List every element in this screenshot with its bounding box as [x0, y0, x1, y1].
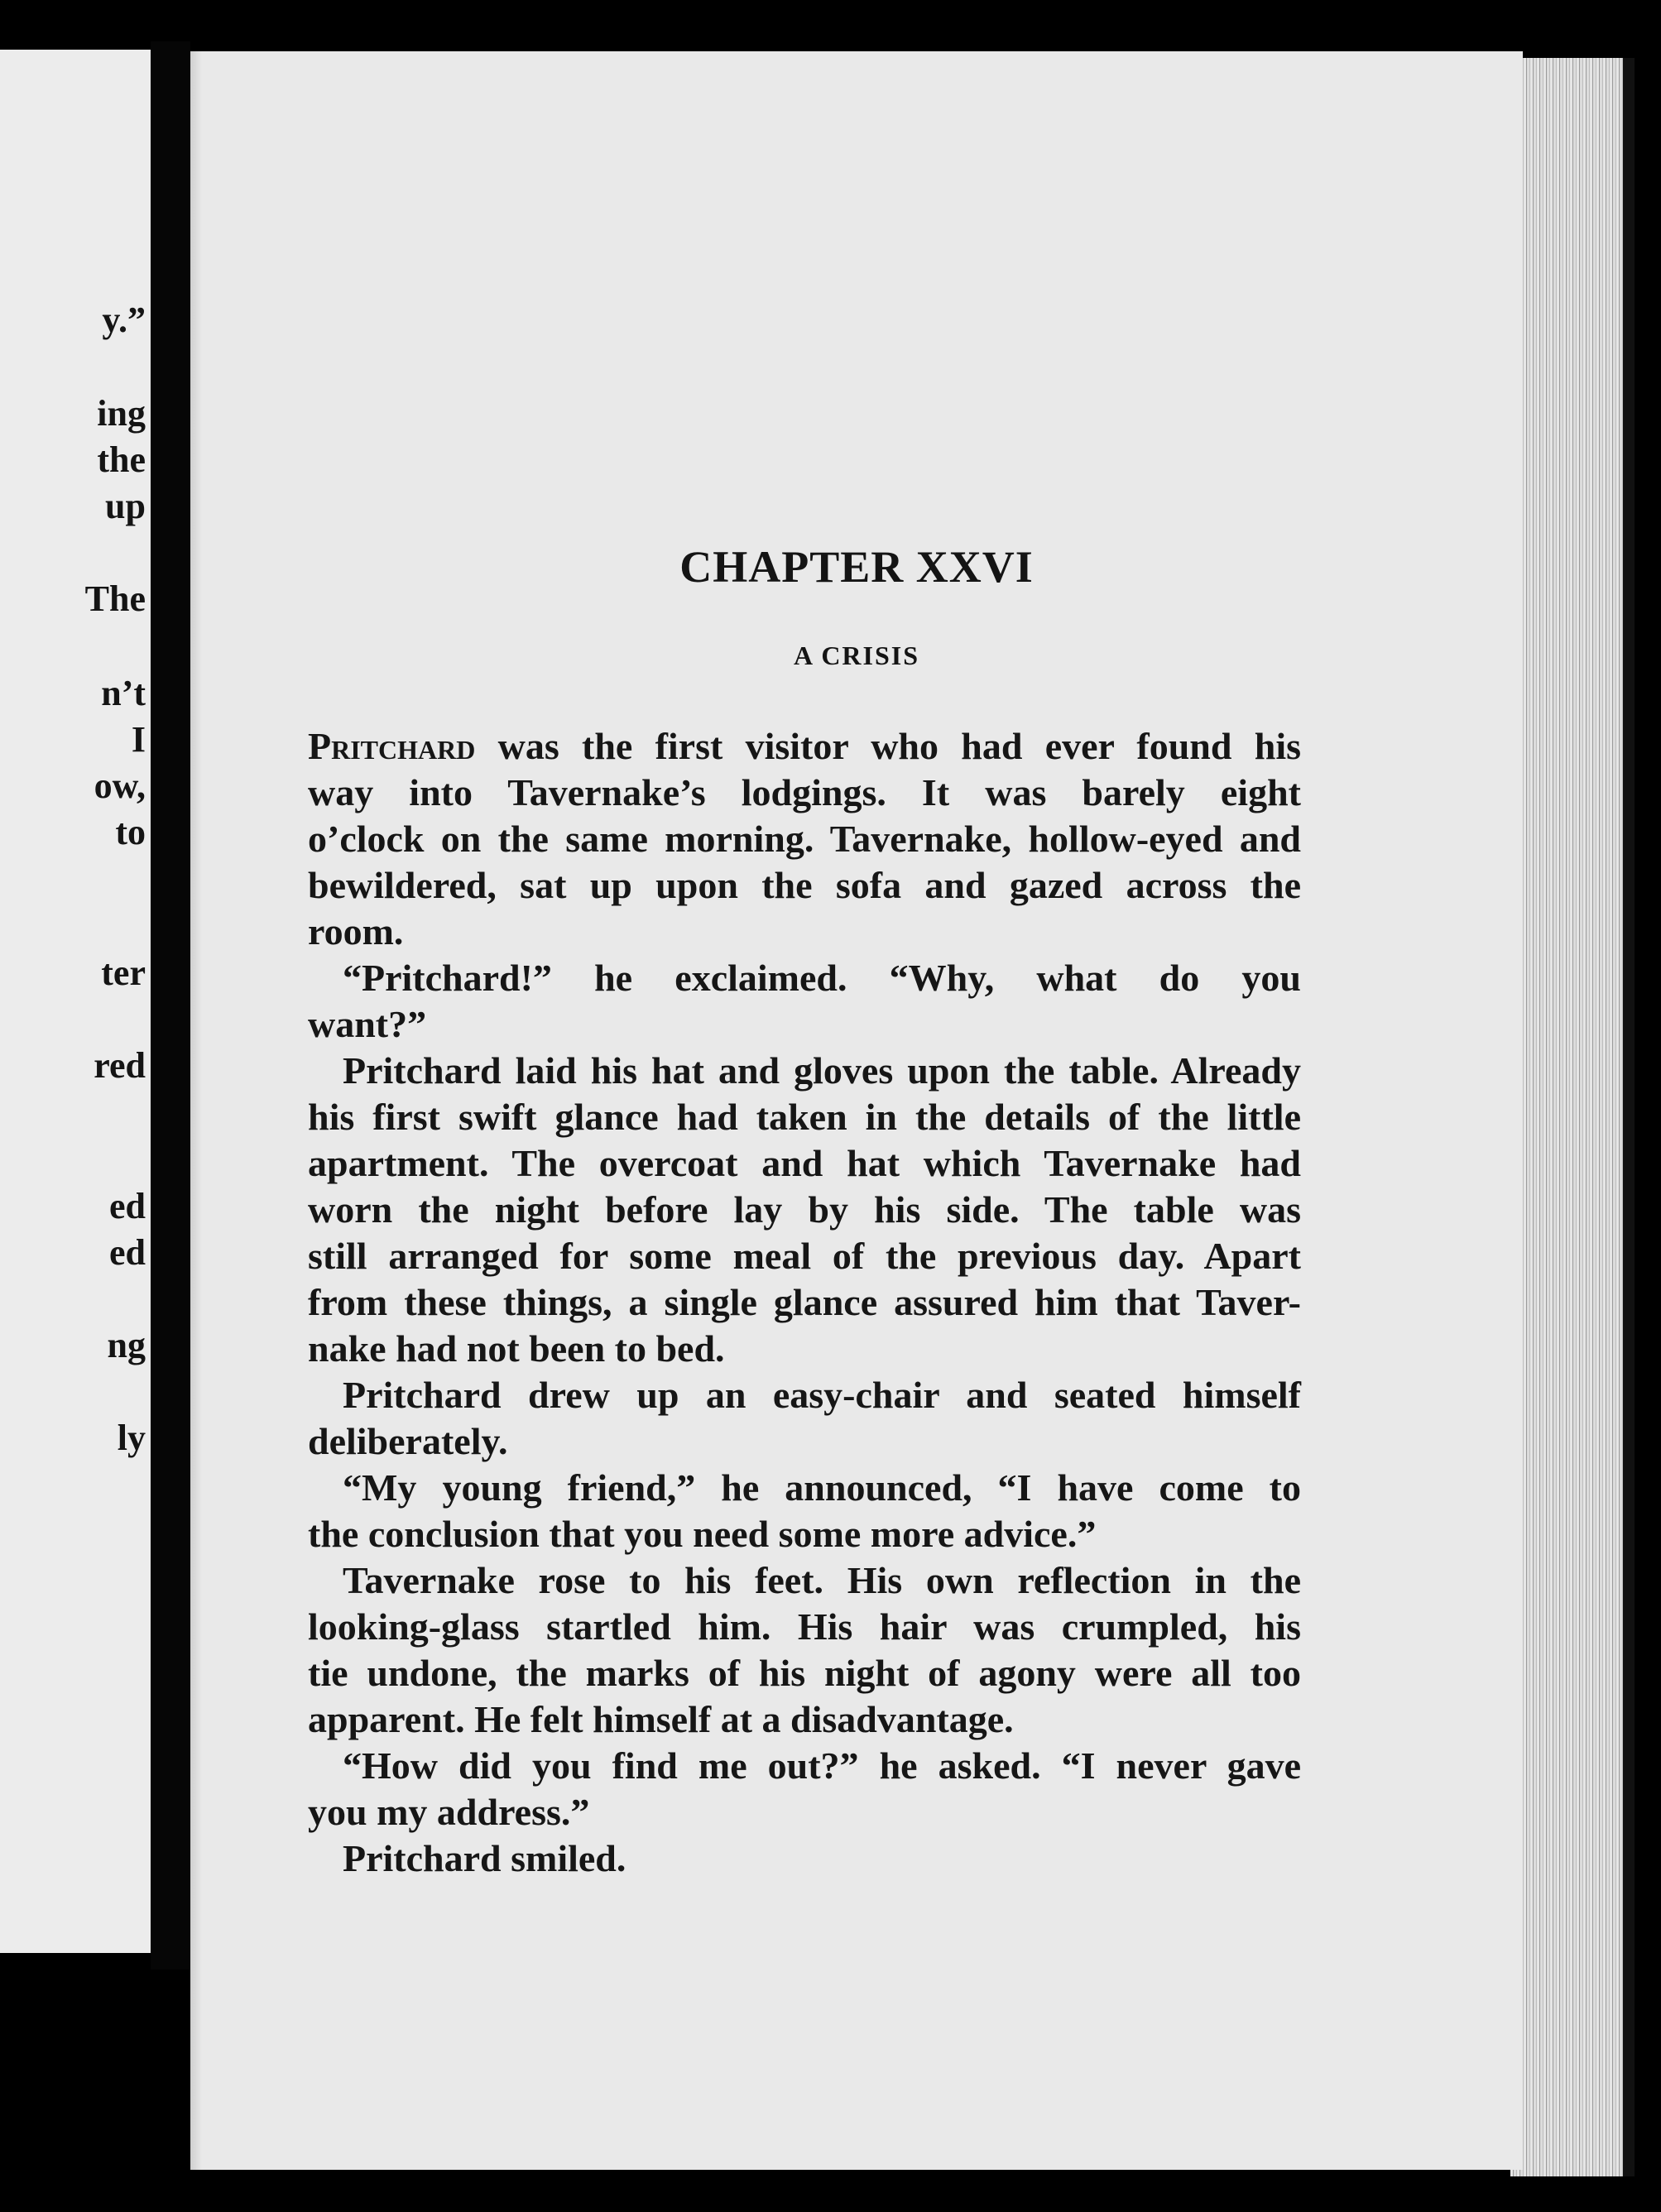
left-page-fragment: ed [109, 1186, 146, 1226]
text-line [308, 816, 1301, 862]
line-text: Tavernake rose to his feet. His own reflection in the [343, 1559, 1301, 1601]
line-text: want?” [308, 1003, 427, 1045]
text-line [308, 909, 1301, 955]
text-line [308, 1094, 1301, 1140]
left-page-fragment: ow, [94, 765, 146, 806]
text-line [308, 1418, 1301, 1465]
book-page [190, 51, 1523, 2170]
line-text: Pritchard drew up an easy-chair and seated himself [343, 1374, 1301, 1416]
text-line [308, 1048, 1301, 1094]
text-line [308, 1743, 1301, 1789]
line-text: way into Tavernake’s lodgings. It was barely eight [308, 771, 1301, 813]
left-page-fragment: ter [101, 952, 146, 993]
drop-word: Pritchard [308, 725, 476, 767]
left-page-fragment: ly [117, 1418, 146, 1458]
left-page-fragment: ng [107, 1325, 146, 1365]
text-line [308, 1279, 1301, 1326]
text-line [308, 1233, 1301, 1279]
text-line [308, 1835, 1301, 1882]
text-line [308, 1557, 1301, 1604]
line-text: apartment. The overcoat and hat which Tavernake had [308, 1142, 1301, 1184]
line-text: deliberately. [308, 1420, 508, 1462]
left-page-fragment: ed [109, 1232, 146, 1273]
page-edges [1510, 58, 1635, 2176]
text-line [308, 1789, 1301, 1835]
left-page-fragment: ing [97, 393, 146, 434]
line-text: from these things, a single glance assured him that Taver- [308, 1281, 1301, 1323]
line-text: worn the night before lay by his side. The table was [308, 1188, 1301, 1231]
book-gutter [151, 41, 190, 1970]
line-text: the conclusion that you need some more advice.” [308, 1513, 1097, 1555]
line-text: you my address.” [308, 1791, 590, 1833]
text-line [308, 723, 1301, 770]
text-line [308, 1696, 1301, 1743]
left-page-fragment: The [84, 578, 146, 619]
line-text: bewildered, sat up upon the sofa and gazed across the [308, 864, 1301, 906]
text-line [308, 1001, 1301, 1048]
text-line [308, 1187, 1301, 1233]
text-line [308, 770, 1301, 816]
text-line [308, 955, 1301, 1001]
left-page-fragment: red [94, 1045, 146, 1086]
line-text: tie undone, the marks of his night of agony were all too [308, 1652, 1301, 1694]
line-text: “Pritchard!” he exclaimed. “Why, what do you [343, 957, 1301, 999]
line-text: “How did you find me out?” he asked. “I never gave [343, 1744, 1301, 1787]
line-text: Pritchard laid his hat and gloves upon the table. Already [343, 1049, 1301, 1092]
left-page-fragment: up [105, 486, 146, 526]
chapter-subtitle: A CRISIS [793, 641, 920, 670]
chapter-body [308, 723, 1301, 1882]
text-line [308, 1604, 1301, 1650]
text-line [308, 1511, 1301, 1557]
line-text: was the first visitor who had ever found his [475, 725, 1301, 767]
line-text: o’clock on the same morning. Tavernake, hollow-eyed and [308, 818, 1301, 860]
line-text: room. [308, 910, 404, 952]
text-line [308, 1650, 1301, 1696]
left-page-fragment: the [97, 439, 146, 480]
text-line [308, 1465, 1301, 1511]
line-text: “My young friend,” he announced, “I have come to [343, 1466, 1301, 1509]
line-text: nake had not been to bed. [308, 1327, 725, 1370]
text-line [308, 862, 1301, 909]
text-line [308, 1326, 1301, 1372]
text-line [308, 1372, 1301, 1418]
left-page-fragment: n’t [101, 673, 146, 713]
left-page-fragment: to [115, 812, 146, 852]
left-facing-page [0, 50, 151, 1953]
chapter-title: CHAPTER XXVI [679, 542, 1034, 592]
left-page-fragment: I [131, 719, 146, 760]
left-page-fragment: y.” [102, 300, 146, 340]
line-text: looking-glass startled him. His hair was crumpled, his [308, 1605, 1301, 1648]
line-text: apparent. He felt himself at a disadvantage. [308, 1698, 1014, 1740]
line-text: still arranged for some meal of the previous day. Apart [308, 1235, 1301, 1277]
line-text: his first swift glance had taken in the details of the little [308, 1096, 1301, 1138]
line-text: Pritchard smiled. [343, 1837, 626, 1879]
text-line [308, 1140, 1301, 1187]
